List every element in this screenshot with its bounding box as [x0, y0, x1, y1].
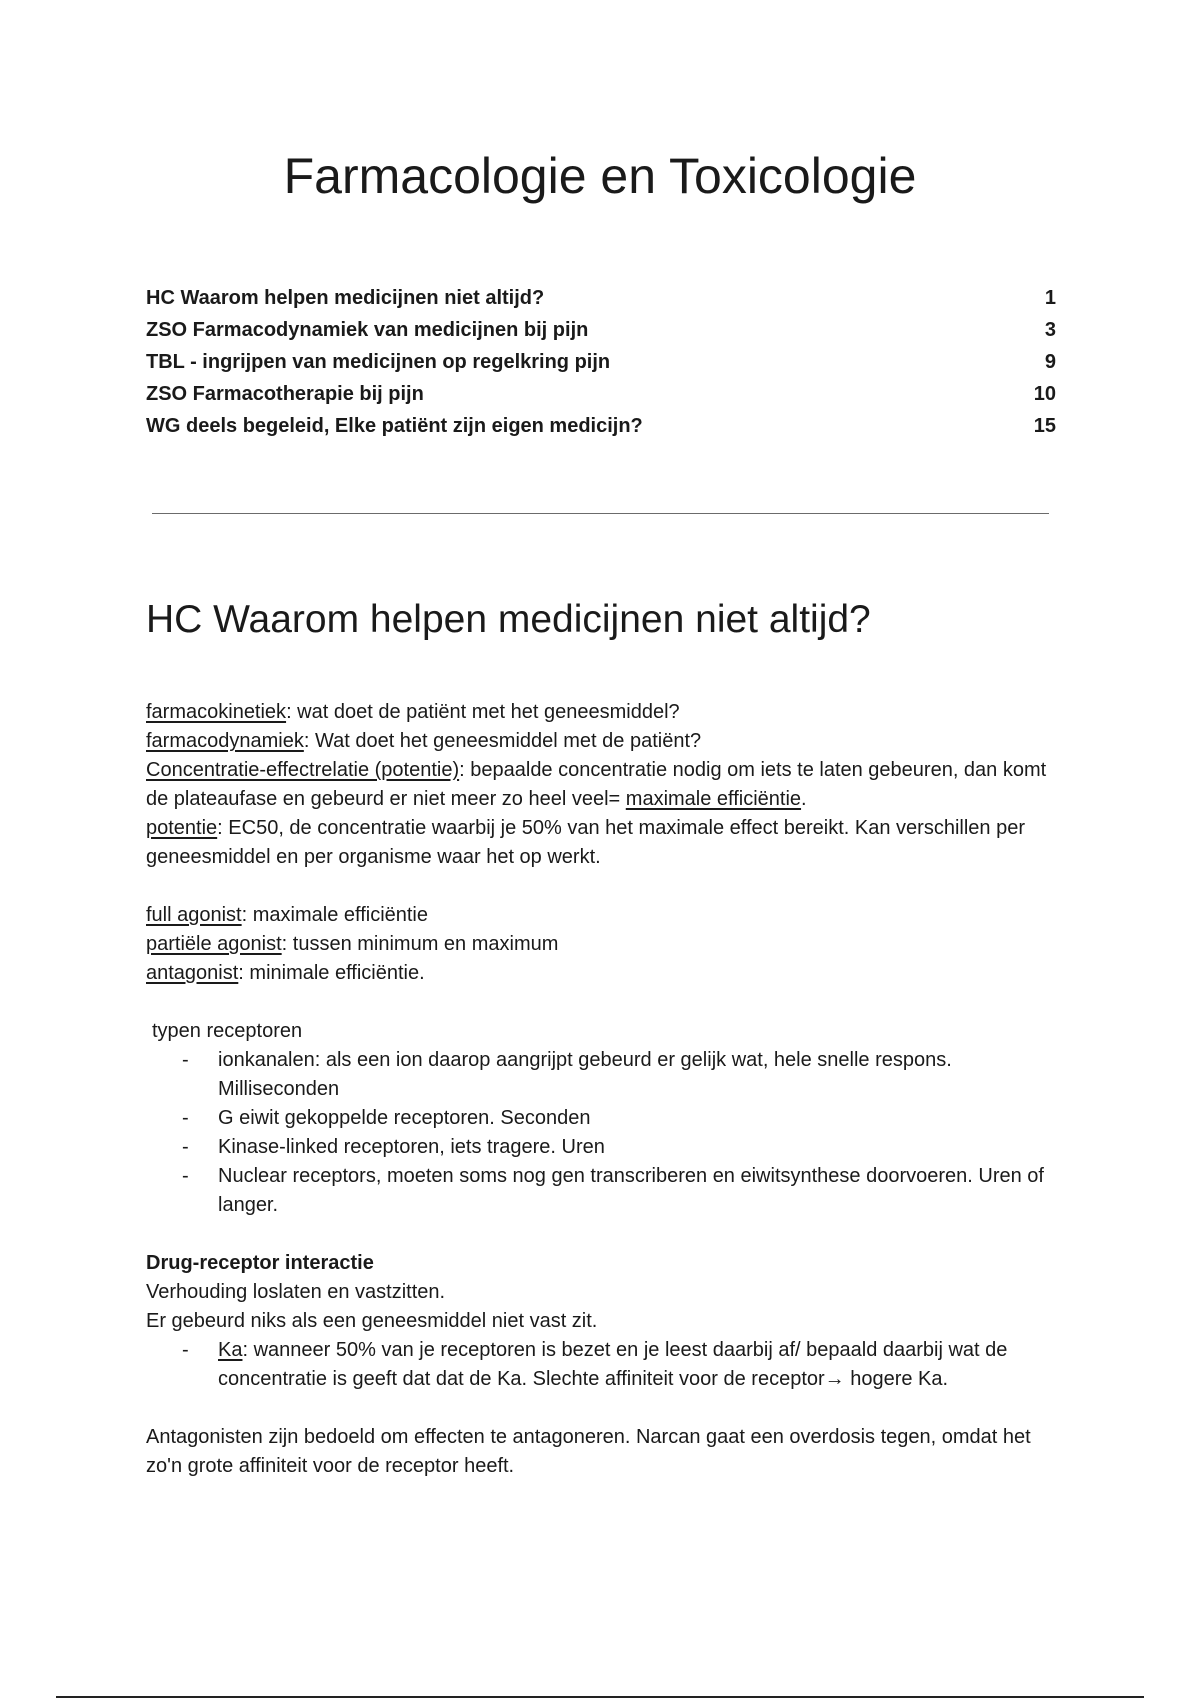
definition-text: : wat doet de patiënt met het geneesmiddel?: [286, 701, 680, 723]
list-item-text: Kinase-linked receptoren, iets tragere. Uren: [218, 1136, 605, 1158]
receptor-types-heading: typen receptoren: [152, 1020, 303, 1042]
definition-emphasis: maximale efficiëntie: [625, 788, 802, 810]
toc-entry-page: 10: [1033, 383, 1056, 405]
definition-term: full agonist: [146, 904, 242, 926]
definition-term: farmacokinetiek: [146, 701, 287, 723]
list-item-text: : wanneer 50% van je receptoren is bezet en je leest daarbij af/ bepaald daarbij wat de concentratie is geeft dat dat de Ka. Slechte affiniteit voor de receptor→ hogere Ka.: [218, 1339, 1008, 1390]
agonist-line: [146, 930, 1066, 959]
list-item: [146, 1046, 1066, 1104]
definition-term: Ka: [218, 1339, 243, 1361]
bullet-dash: -: [182, 1165, 189, 1187]
toc-entry[interactable]: [146, 314, 1056, 346]
toc-entry-label: WG deels begeleid, Elke patiënt zijn eigen medicijn?: [146, 415, 643, 437]
section-heading: HC Waarom helpen medicijnen niet altijd?: [146, 598, 871, 641]
toc-entry[interactable]: [146, 346, 1056, 378]
list-item-text: G eiwit gekoppelde receptoren. Seconden: [218, 1107, 591, 1129]
definition-term: potentie: [146, 817, 218, 839]
paragraph: Antagonisten zijn bedoeld om effecten te antagoneren. Narcan gaat een overdosis tegen, omdat het zo'n grote affiniteit voor de receptor heeft.: [146, 1426, 1031, 1477]
toc-entry[interactable]: [146, 410, 1056, 442]
definition-line: [146, 756, 1066, 814]
bullet-dash: -: [182, 1107, 189, 1129]
toc-entry-page: 1: [1044, 287, 1056, 309]
agonist-line: [146, 901, 1066, 930]
toc-entry-label: HC Waarom helpen medicijnen niet altijd?: [146, 287, 545, 309]
bullet-dash: -: [182, 1136, 189, 1158]
toc-entry-page: 3: [1044, 319, 1056, 341]
list-item: [146, 1133, 1066, 1162]
interaction-list: [146, 1336, 1066, 1394]
definition-line: [146, 727, 1066, 756]
definition-term: antagonist: [146, 962, 239, 984]
definition-text: : EC50, de concentratie waarbij je 50% van het maximale effect bereikt. Kan verschillen per geneesmiddel en per organisme waar het op werkt.: [146, 817, 1026, 868]
subsection-heading: Drug-receptor interactie: [146, 1252, 374, 1274]
definition-term: partiële agonist: [146, 933, 282, 955]
definition-text: : minimale efficiëntie.: [238, 962, 425, 984]
toc-entry-label: ZSO Farmacotherapie bij pijn: [146, 383, 424, 405]
toc-entry-label: ZSO Farmacodynamiek van medicijnen bij pijn: [146, 319, 589, 341]
toc-entry-page: 9: [1044, 351, 1056, 373]
toc-entry[interactable]: [146, 378, 1056, 410]
toc-entry[interactable]: [146, 282, 1056, 314]
toc-entry-page: 15: [1033, 415, 1056, 437]
list-item: [146, 1162, 1066, 1220]
definition-term: farmacodynamiek: [146, 730, 304, 752]
paragraph: Er gebeurd niks als een geneesmiddel niet vast zit.: [146, 1310, 598, 1332]
definition-line: [146, 814, 1066, 872]
list-item: [146, 1336, 1066, 1394]
section-body: [146, 698, 1066, 1481]
list-item: [146, 1104, 1066, 1133]
punctuation: .: [801, 788, 807, 810]
horizontal-divider: [152, 513, 1049, 514]
bullet-dash: -: [182, 1049, 189, 1071]
bullet-dash: -: [182, 1339, 189, 1361]
receptor-types-list: [146, 1046, 1066, 1220]
toc-entry-label: TBL - ingrijpen van medicijnen op regelkring pijn: [146, 351, 611, 373]
definition-text: : maximale efficiëntie: [241, 904, 429, 926]
list-item-text: Nuclear receptors, moeten soms nog gen transcriberen en eiwitsynthese doorvoeren. Uren of langer.: [218, 1165, 1044, 1216]
page-title: Farmacologie en Toxicologie: [283, 148, 917, 204]
agonist-line: [146, 959, 1066, 988]
definition-text: : tussen minimum en maximum: [281, 933, 559, 955]
table-of-contents: [146, 282, 1056, 442]
page-bottom-border: [56, 1696, 1144, 1698]
definition-text: : bepaalde concentratie nodig om iets te laten gebeuren, dan komt de plateaufase en gebeurd er niet meer zo heel veel=: [146, 759, 1047, 810]
definition-text: : Wat doet het geneesmiddel met de patiënt?: [303, 730, 702, 752]
list-item-text: ionkanalen: als een ion daarop aangrijpt gebeurd er gelijk wat, hele snelle respons. Milliseconden: [218, 1049, 952, 1100]
paragraph: Verhouding loslaten en vastzitten.: [146, 1281, 446, 1303]
definition-line: [146, 698, 1066, 727]
definition-term: Concentratie-effectrelatie (potentie): [146, 759, 460, 781]
